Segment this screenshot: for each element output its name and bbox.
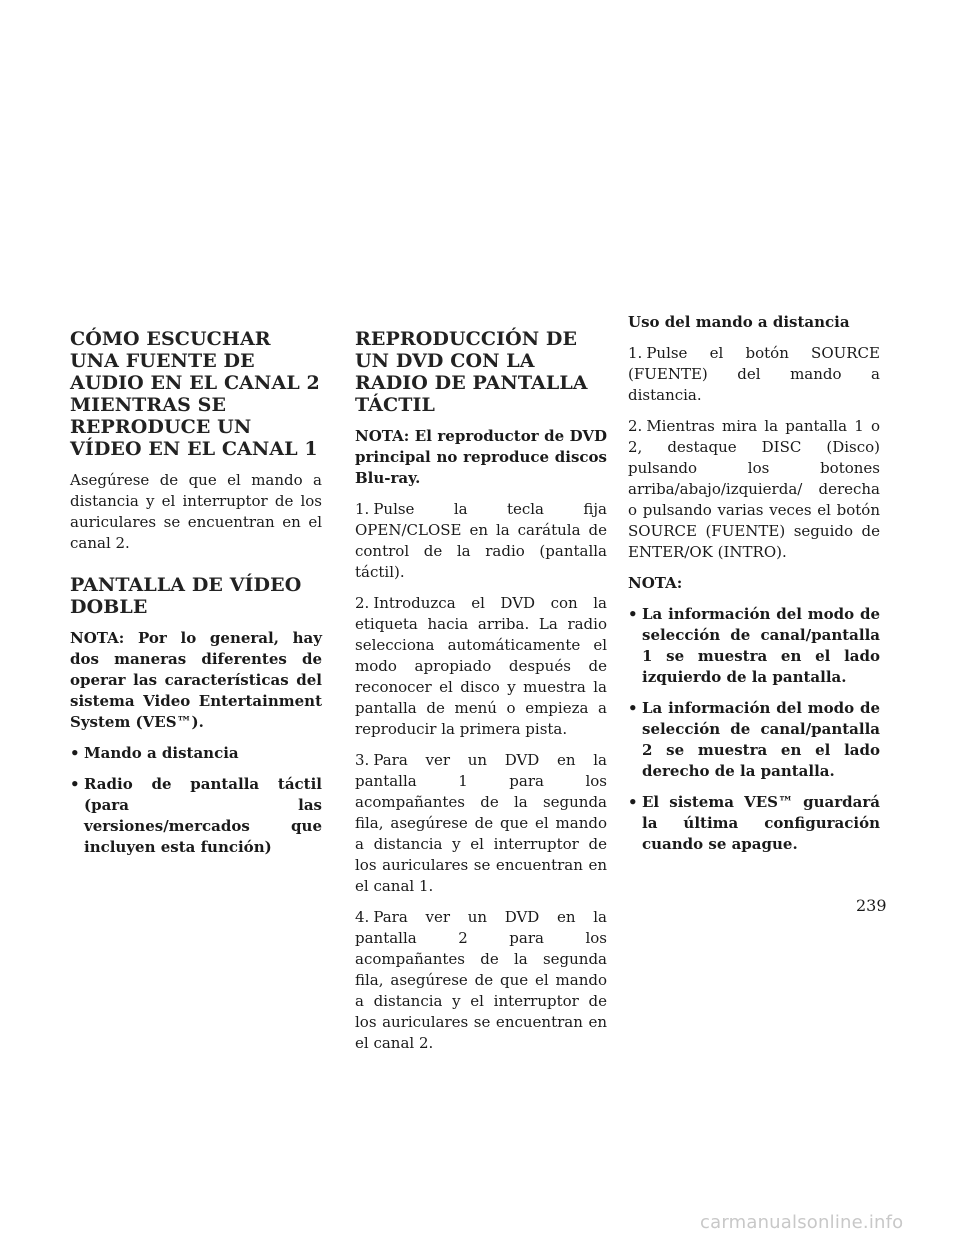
step-text: Introduzca el DVD con la etiqueta hacia arriba. La radio selecciona automáticamente el modo apropiado después de reconocer el disco y muestra la pantalla de menú o empieza a reproducir la primera pista. xyxy=(355,594,607,738)
note-blu-ray: NOTA: El reproductor de DVD principal no reproduce discos Blu-ray. xyxy=(355,427,607,487)
list-item xyxy=(70,774,322,858)
list-item-text: La información del modo de selección de canal/pantalla 2 se muestra en el lado derecho de la pantalla. xyxy=(642,699,880,780)
list-item xyxy=(628,698,880,782)
middle-column xyxy=(355,312,607,1064)
section-heading-audio-channel-2: CÓMO ESCUCHAR UNA FUENTE DE AUDIO EN EL CANAL 2 MIENTRAS SE REPRODUCE UN VÍDEO EN EL CANAL 1 xyxy=(70,328,320,460)
step-text: Para ver un DVD en la pantalla 2 para los acompañantes de la segunda fila, asegúrese de que el mando a distancia y el interruptor de los auriculares se encuentran en el canal 2. xyxy=(355,908,607,1052)
section-heading-dvd-playback: REPRODUCCIÓN DE UN DVD CON LA RADIO DE PANTALLA TÁCTIL xyxy=(355,328,588,416)
bullet-glyph: • xyxy=(628,699,638,717)
step-item xyxy=(355,907,607,1054)
list-item-text: Radio de pantalla táctil (para las versiones/mercados que incluyen esta función) xyxy=(84,775,322,856)
step-number: 3. xyxy=(355,751,370,769)
bullet-glyph: • xyxy=(628,605,638,623)
step-number: 2. xyxy=(355,594,370,612)
bullet-list-operation-methods xyxy=(70,743,322,858)
note-label: NOTA: xyxy=(628,574,683,592)
step-text: Para ver un DVD en la pantalla 1 para los acompañantes de la segunda fila, asegúrese de que el mando a distancia y el interruptor de los auriculares se encuentran en el canal 1. xyxy=(355,751,607,895)
list-item xyxy=(70,743,322,764)
list-item-text: El sistema VES™ guardará la última configuración cuando se apague. xyxy=(642,793,880,853)
step-number: 1. xyxy=(628,344,643,362)
step-text: Mientras mira la pantalla 1 o 2, destaque DISC (Disco) pulsando los botones arriba/abajo/izquierda/ derecha o pulsando varias veces el botón SOURCE (FUENTE) seguido de ENTER/OK (INTRO). xyxy=(628,417,880,561)
step-item xyxy=(355,593,607,740)
note-ves-operation: NOTA: Por lo general, hay dos maneras diferentes de operar las características del sistema Video Entertainment System (VES™). xyxy=(70,629,322,731)
paragraph-channel-2: Asegúrese de que el mando a distancia y el interruptor de los auriculares se encuentran en el canal 2. xyxy=(70,471,322,552)
step-item xyxy=(355,499,607,583)
step-number: 2. xyxy=(628,417,643,435)
step-number: 1. xyxy=(355,500,370,518)
step-text: Pulse la tecla fija OPEN/CLOSE en la carátula de control de la radio (pantalla táctil). xyxy=(355,500,607,581)
bullet-glyph: • xyxy=(70,744,80,762)
step-item xyxy=(355,750,607,897)
subheading-remote-control: Uso del mando a distancia xyxy=(628,313,850,331)
bullet-glyph: • xyxy=(628,793,638,811)
left-column xyxy=(70,312,322,868)
step-text: Pulse el botón SOURCE (FUENTE) del mando a distancia. xyxy=(628,344,880,404)
list-item-text: La información del modo de selección de canal/pantalla 1 se muestra en el lado izquierdo de la pantalla. xyxy=(642,605,880,686)
list-item xyxy=(628,792,880,855)
watermark: carmanualsonline.info xyxy=(700,1212,904,1233)
page-number: 239 xyxy=(856,896,887,915)
step-item xyxy=(628,416,880,563)
bullet-list-notes xyxy=(628,604,880,855)
section-heading-dual-video: PANTALLA DE VÍDEO DOBLE xyxy=(70,574,302,618)
bullet-glyph: • xyxy=(70,775,80,793)
list-item-text: Mando a distancia xyxy=(84,744,239,762)
right-column xyxy=(628,312,880,865)
list-item xyxy=(628,604,880,688)
step-item xyxy=(628,343,880,406)
step-number: 4. xyxy=(355,908,370,926)
